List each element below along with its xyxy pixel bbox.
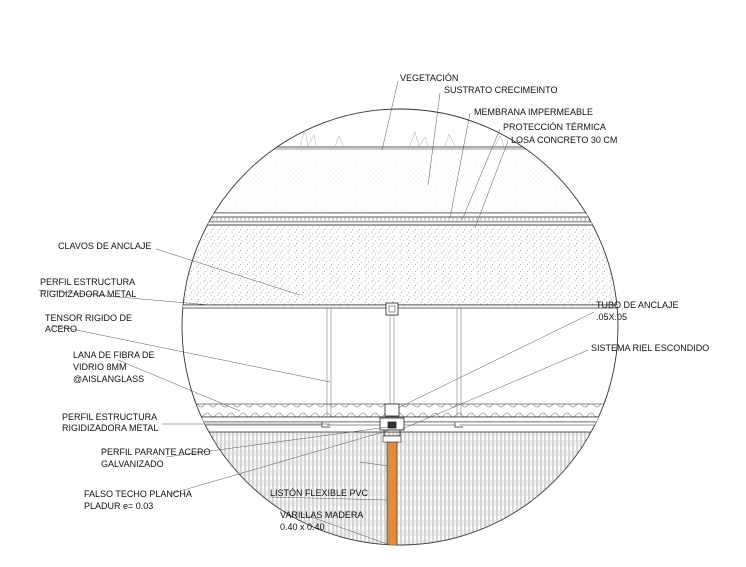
- steel-tensors: [327, 308, 461, 420]
- label-perfil1-l1: PERFIL ESTRUCTURA: [40, 277, 136, 287]
- label-falso-l2: PLADUR e= 0.03: [84, 501, 154, 511]
- label-lana-l3: @AISLANGLASS: [73, 374, 145, 384]
- label-lana-l2: VIDRIO 8MM: [73, 362, 127, 372]
- label-losa: LOSA CONCRETO 30 CM: [511, 135, 618, 145]
- label-vegetacion: VEGETACIÓN: [400, 73, 459, 83]
- vegetation-layer: [240, 130, 529, 146]
- label-tensor-l2: ACERO: [45, 324, 78, 334]
- substrate-layer: [150, 147, 650, 213]
- label-lana-l1: LANA DE FIBRA DE: [73, 350, 155, 360]
- label-perfil2-l1: PERFIL ESTRUCTURA: [62, 412, 158, 422]
- label-tensor-l1: TENSOR RIGIDO DE: [45, 313, 133, 323]
- label-membrana: MEMBRANA IMPERMEABLE: [474, 107, 594, 117]
- label-perfil1-l2: RIGIDIZADORA METAL: [40, 289, 137, 299]
- label-proteccion: PROTECCIÓN TÉRMICA: [503, 122, 606, 132]
- label-clavos: CLAVOS DE ANCLAJE: [58, 241, 152, 251]
- label-varillas-l2: 0.40 x 0.40: [280, 522, 325, 532]
- label-parante-l2: GALVANIZADO: [101, 459, 164, 469]
- label-riel: SISTEMA RIEL ESCONDIDO: [591, 343, 710, 353]
- label-tubo-l2: .05X.05: [596, 312, 628, 322]
- pvc-flexible-strip: [387, 436, 397, 552]
- label-falso-l1: FALSO TECHO PLANCHA: [84, 489, 192, 499]
- concrete-slab: [150, 225, 650, 305]
- label-liston: LISTÓN FLEXIBLE PVC: [270, 488, 369, 498]
- label-sustrato: SUSTRATO CRECIMEINTO: [444, 85, 558, 95]
- label-varillas-l1: VARILLAS MADERA: [280, 510, 364, 520]
- label-parante-l1: PERFIL PARANTE ACERO: [101, 447, 211, 457]
- label-perfil2-l2: RIGIDIZADORA METAL: [62, 423, 159, 433]
- membrane-layer: [150, 213, 650, 225]
- anchor-tube: [386, 303, 398, 315]
- label-tubo-l1: TUBO DE ANCLAJE: [596, 300, 679, 310]
- glass-wool-layer: [150, 404, 650, 417]
- upper-steel-profile: [150, 305, 650, 308]
- ceiling-slats: [150, 432, 650, 552]
